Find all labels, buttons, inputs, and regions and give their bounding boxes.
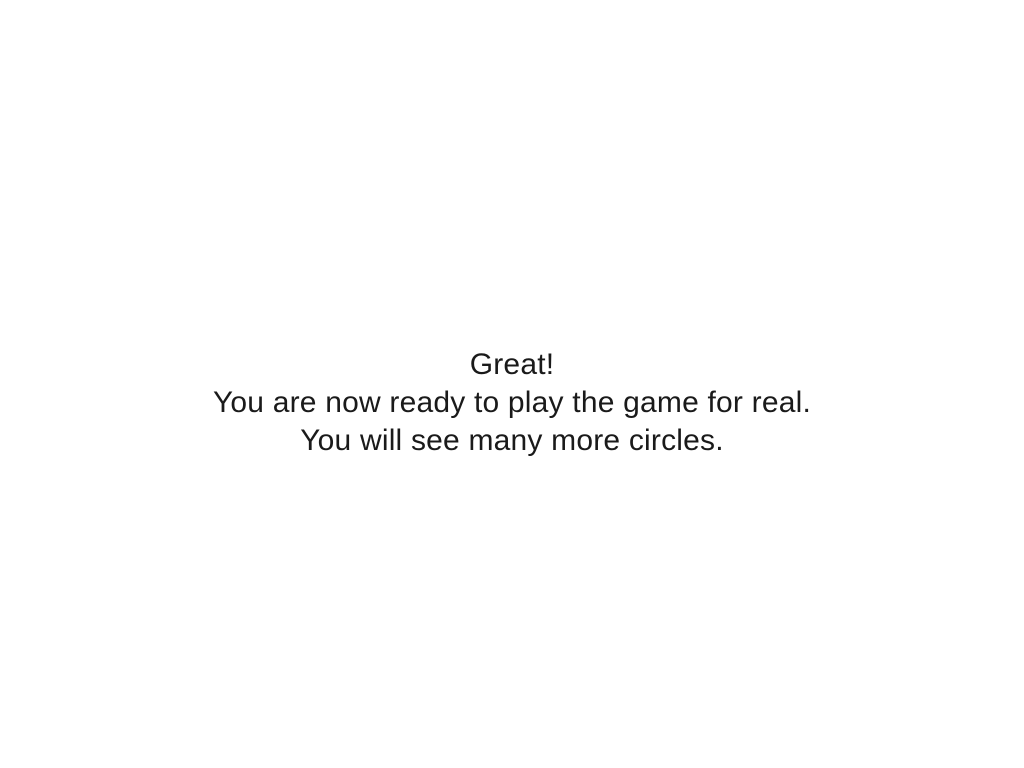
message-line-heading: Great! [469,348,555,381]
message-line-circles: You will see many more circles. [300,424,724,457]
instruction-message [0,346,1024,460]
message-line-ready: You are now ready to play the game for real. [212,386,812,419]
